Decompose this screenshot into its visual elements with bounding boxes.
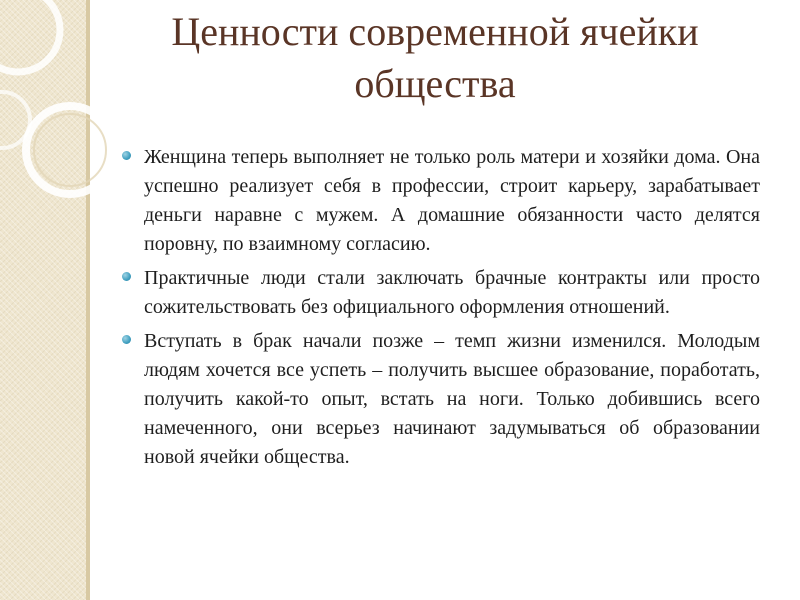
list-item-text: Вступать в брак начали позже – темп жизни изменился. Молодым людям хочется все успеть – получить высшее образование, поработать, получить какой-то опыт, встать на ноги. Только добившись всего намеченного, они всерьез начинают задумываться об образовании новой ячейки общества.: [144, 330, 760, 468]
bullet-icon: [122, 335, 131, 344]
list-item: [120, 264, 760, 322]
list-item-text: Женщина теперь выполняет не только роль матери и хозяйки дома. Она успешно реализует себя в профессии, строит карьеру, зарабатывает деньги наравне с мужем. А домашние обязанности часто делятся поровну, по взаимному согласию.: [144, 146, 760, 255]
list-item: [120, 327, 760, 472]
list-item-text: Практичные люди стали заключать брачные контракты или просто сожительствовать без официального оформления отношений.: [144, 267, 760, 318]
slide-title: Ценности современной ячейки общества: [171, 9, 699, 106]
bullet-icon: [122, 272, 131, 281]
bullet-list: [120, 143, 760, 477]
list-item: [120, 143, 760, 259]
bullet-icon: [122, 151, 131, 160]
